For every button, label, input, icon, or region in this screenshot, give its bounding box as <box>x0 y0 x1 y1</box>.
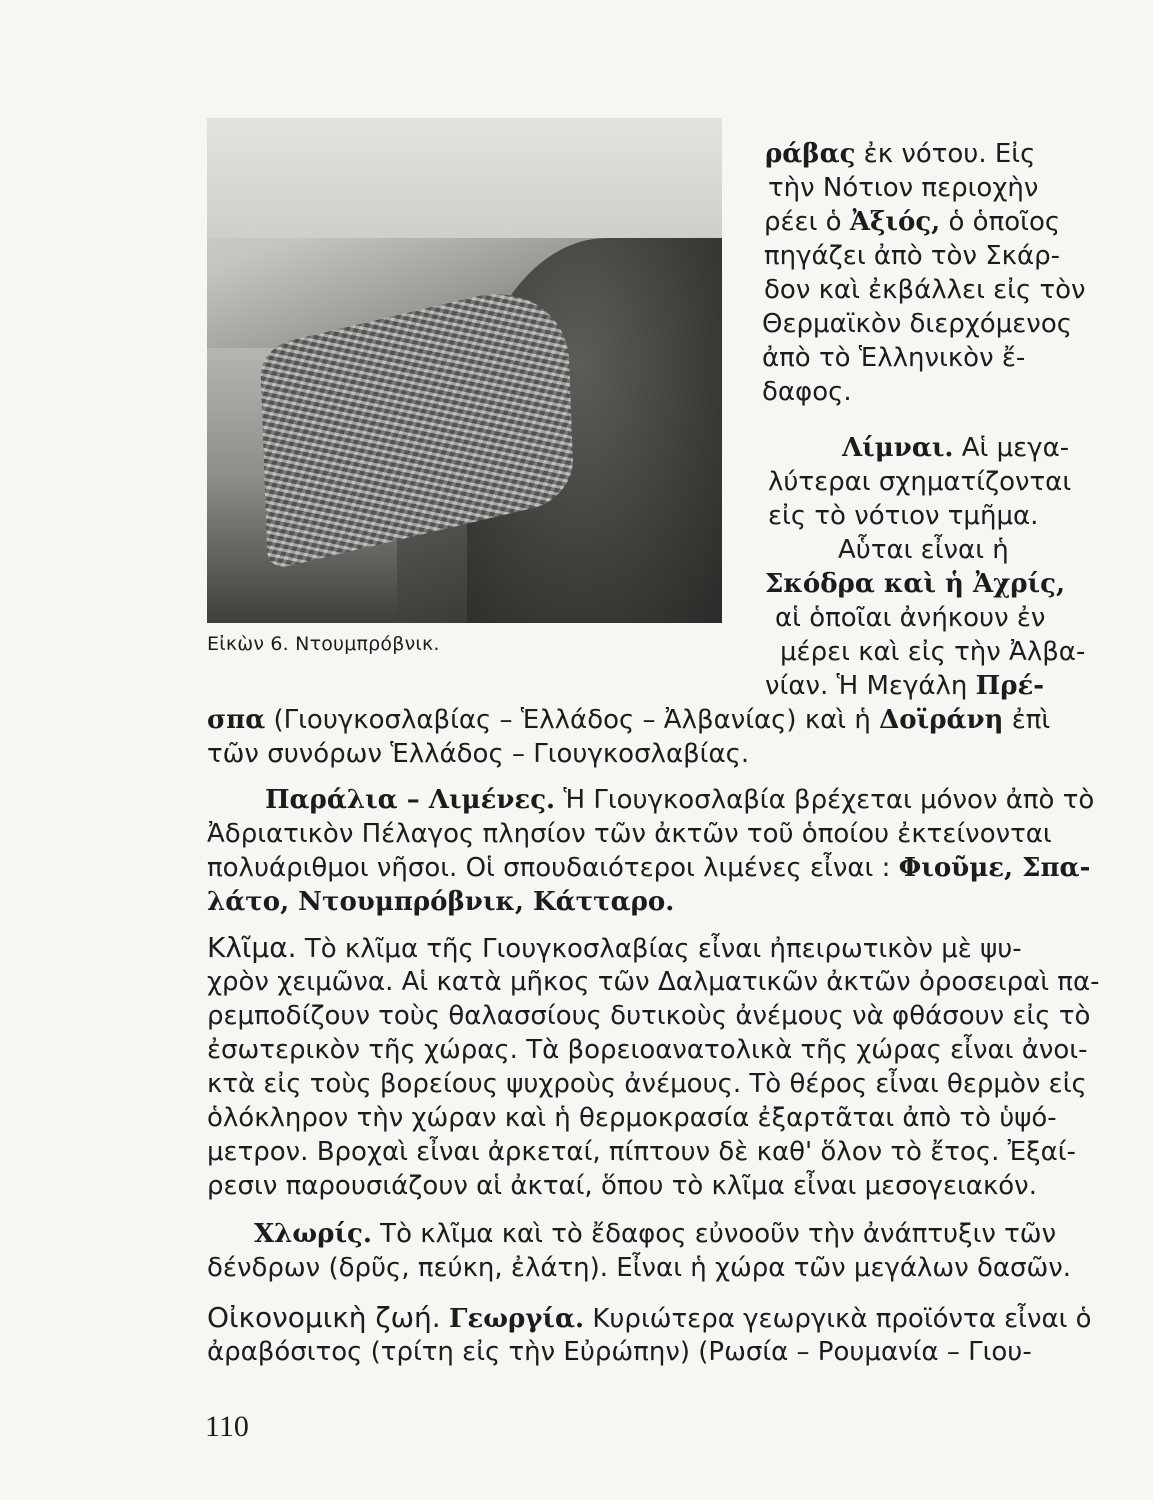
text-run: εἰς τὸ νότιον τμῆμα. <box>768 501 1039 531</box>
text-run: τὴν Νότιον περιοχὴν <box>768 173 1039 203</box>
text-line <box>207 932 1069 965</box>
text-line <box>207 1336 1069 1368</box>
bold-term: Πρέ- <box>975 671 1045 701</box>
bold-term: Δοϊράνη <box>879 705 1004 735</box>
text-run: δένδρων (δρῦς, πεύκη, ἐλάτη). Εἶναι ἡ χώρα τῶν μεγάλων δασῶν. <box>207 1253 1072 1283</box>
text-run: κτὰ εἰς τοὺς βορείους ψυχροὺς ἀνέμους. Τὸ θέρος εἶναι θερμὸν εἰς <box>207 1069 1087 1099</box>
text-run: Ἡ Γιουγκοσλαβία βρέχεται μόνον ἀπὸ τὸ <box>555 785 1095 815</box>
text-line <box>207 966 1100 998</box>
text-line <box>764 206 1074 238</box>
text-run: ἀραβόσιτος (τρίτη εἰς τὴν Εὐρώπην) (Ρωσία – Ρουμανία – Γιου- <box>207 1337 1032 1367</box>
text-run: Ἀδριατικὸν Πέλαγος πλησίον τῶν ἀκτῶν τοῦ ὁποίου ἐκτείνονται <box>207 819 1052 849</box>
text-line <box>207 1136 1076 1168</box>
bold-term: ράβας <box>765 139 856 169</box>
bold-term: λάτο, Ντουμπρόβνικ, Κάτταρο. <box>207 887 675 917</box>
text-run: Τὸ κλῖμα καὶ τὸ ἔδαφος εὐνοοῦν τὴν ἀνάπτυξιν τῶν <box>371 1219 1057 1249</box>
text-run: Τὸ κλῖμα τῆς Γιουγκοσλαβίας εἶναι ἠπειρωτικὸν μὲ ψυ- <box>296 934 1022 964</box>
text-line <box>775 602 1085 634</box>
text-run: τῶν συνόρων Ἑλλάδος – Γιουγκοσλαβίας. <box>207 739 750 769</box>
text-run <box>441 1304 449 1334</box>
text-run: Αὗται εἶναι ἡ <box>838 535 1009 565</box>
text-line <box>765 670 1075 702</box>
bold-term: Ἀξιός, <box>849 207 941 237</box>
dubrovnik-photo <box>207 118 722 623</box>
text-run: νίαν. Ἡ Μεγάλη <box>765 671 976 701</box>
text-line <box>207 1034 1088 1066</box>
text-line <box>765 568 1075 600</box>
text-run: Κυριώτερα γεωργικὰ προϊόντα εἶναι ὁ <box>584 1304 1092 1334</box>
text-line <box>762 342 1072 374</box>
text-run: ὁλόκληρον τὴν χώραν καὶ ἡ θερμοκρασία ἐξαρτᾶται ἀπὸ τὸ ὑψό- <box>207 1103 1057 1133</box>
text-run: Οἰκονομικὴ ζωή. <box>207 1301 441 1334</box>
text-run: αἱ ὁποῖαι ἀνήκουν ἐν <box>775 603 1046 633</box>
text-run: δον καὶ ἐκβάλλει εἰς τὸν <box>764 275 1086 305</box>
bold-term: Σκόδρα καὶ ἡ Ἀχρίς, <box>765 569 1066 599</box>
text-run: Αἱ μεγα- <box>953 433 1070 463</box>
text-run: Κλῖμα. <box>207 931 297 964</box>
text-run: ρέει ὁ <box>764 207 850 237</box>
bold-term: Γεωργία. <box>448 1304 585 1334</box>
text-run: δαφος. <box>762 377 852 407</box>
bold-term: Λίμναι. <box>842 433 954 463</box>
text-run: μετρον. Βροχαὶ εἶναι ἀρκεταί, πίπτουν δὲ καθ' ὅλον τὸ ἔτος. Ἐξαί- <box>207 1137 1076 1167</box>
text-line <box>207 852 1091 884</box>
text-run: ρεσιν παρουσιάζουν αἱ ἀκταί, ὅπου τὸ κλῖμα εἶναι μεσογειακόν. <box>207 1171 1037 1201</box>
text-run: ἐπὶ <box>1003 705 1051 735</box>
text-line <box>254 1218 1116 1250</box>
bold-term: Χλωρίς. <box>254 1219 372 1249</box>
text-run: Θερμαϊκὸν διερχόμενος <box>762 309 1072 339</box>
bold-term: Παράλια – Λιμένες. <box>265 785 556 815</box>
text-line <box>265 784 1127 816</box>
figure-caption: Εἰκὼν 6. Ντουμπρόβνικ. <box>207 633 440 655</box>
text-line <box>765 138 1075 170</box>
text-line <box>207 738 1069 770</box>
text-line <box>764 274 1086 306</box>
text-line <box>207 1102 1069 1134</box>
text-line <box>762 376 1072 408</box>
text-line <box>768 172 1078 204</box>
bold-term: Φιοῦμε, Σπα- <box>898 853 1091 883</box>
text-line <box>780 636 1090 668</box>
photo-sky <box>207 118 722 238</box>
text-line <box>838 534 1148 566</box>
text-line <box>764 240 1074 272</box>
page-number: 110 <box>205 1410 249 1443</box>
text-run: λύτεραι σχηματίζονται <box>768 467 1072 497</box>
text-run: ἀπὸ τὸ Ἑλληνικὸν ἔ- <box>762 343 1026 373</box>
text-line <box>207 818 1069 850</box>
text-line <box>207 886 1069 918</box>
text-run: χρὸν χειμῶνα. Αἱ κατὰ μῆκος τῶν Δαλματικῶν ἀκτῶν ὀροσειραὶ πα- <box>207 967 1100 997</box>
text-line <box>207 1301 1092 1335</box>
text-line <box>207 1000 1091 1032</box>
text-run: πηγάζει ἀπὸ τὸν Σκάρ- <box>764 241 1061 271</box>
text-run: ρεμποδίζουν τοὺς θαλασσίους δυτικοὺς ἀνέμους νὰ φθάσουν εἰς τὸ <box>207 1001 1091 1031</box>
text-run: (Γιουγκοσλαβίας – Ἑλλάδος – Ἀλβανίας) καὶ ἡ <box>265 705 880 735</box>
text-line <box>768 466 1078 498</box>
text-line <box>207 1068 1087 1100</box>
text-line <box>762 308 1072 340</box>
text-run: ἐσωτερικὸν τῆς χώρας. Τὰ βορειοανατολικὰ τῆς χώρας εἶναι ἀνοι- <box>207 1035 1088 1065</box>
text-line <box>842 432 1152 464</box>
text-line <box>768 500 1078 532</box>
text-line <box>207 704 1069 736</box>
text-line <box>207 1170 1069 1202</box>
text-run: πολυάριθμοι νῆσοι. Οἱ σπουδαιότεροι λιμένες εἶναι : <box>207 853 899 883</box>
text-run: μέρει καὶ εἰς τὴν Ἀλβα- <box>780 637 1086 667</box>
text-run: ἐκ νότου. Εἰς <box>855 139 1036 169</box>
text-run: ὁ ὁποῖος <box>940 207 1061 237</box>
text-line <box>207 1252 1072 1284</box>
bold-term: σπα <box>207 705 266 735</box>
